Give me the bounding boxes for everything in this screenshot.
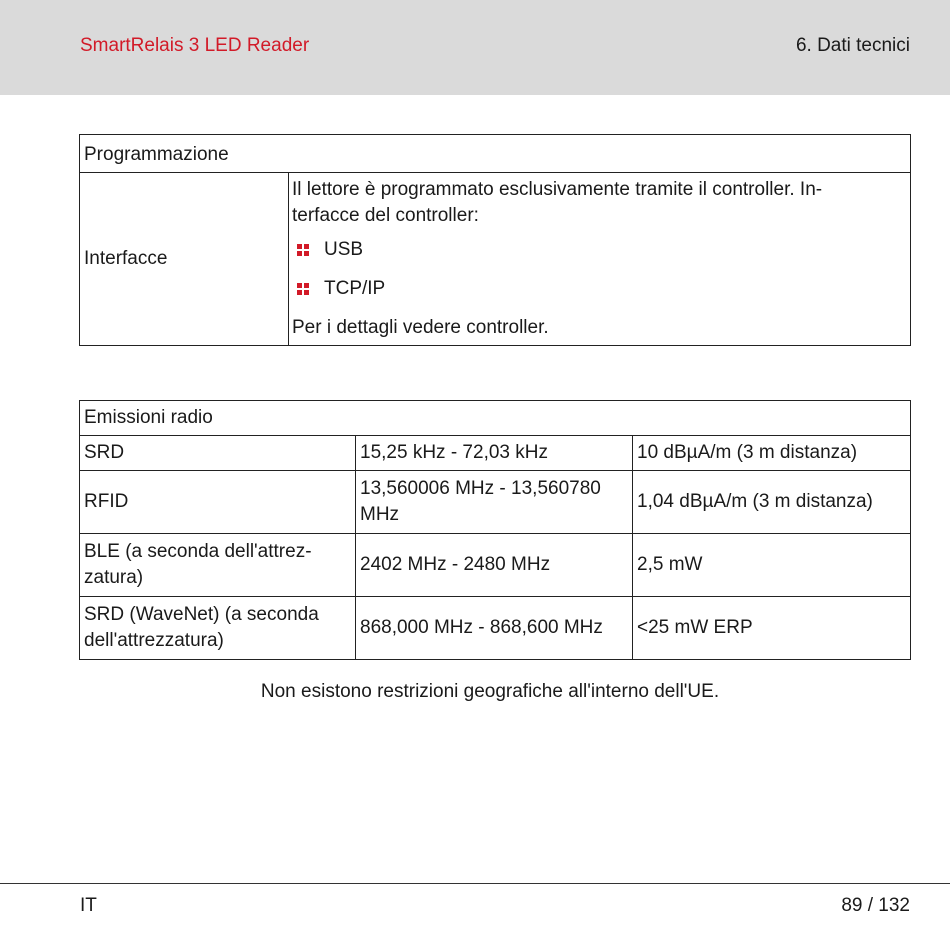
- row-name: BLE (a seconda dell'attrez-zatura): [80, 534, 356, 597]
- programming-table: [79, 134, 911, 346]
- row-name: SRD: [80, 436, 356, 471]
- row-frequency: 15,25 kHz - 72,03 kHz: [356, 436, 633, 471]
- page-number: 89 / 132: [841, 895, 910, 916]
- bullet-item-usb: [297, 237, 906, 263]
- bullet-item-tcpip: [297, 276, 906, 302]
- language-code: IT: [80, 895, 97, 916]
- bullet-text: TCP/IP: [324, 278, 386, 299]
- radio-table-heading: Emissioni radio: [80, 401, 911, 436]
- red-square-bullet-icon: [297, 244, 310, 257]
- geographic-note: Non esistono restrizioni geografiche all'interno dell'UE.: [260, 681, 720, 702]
- table-row: [80, 436, 911, 471]
- row-power: <25 mW ERP: [633, 597, 911, 660]
- table-row: [80, 534, 911, 597]
- footer-divider: [0, 883, 950, 884]
- interfaces-content: [289, 173, 911, 346]
- programming-table-heading: Programmazione: [80, 135, 911, 173]
- row-power: 2,5 mW: [633, 534, 911, 597]
- table-row: [80, 471, 911, 534]
- table-row: [80, 597, 911, 660]
- row-power: 1,04 dBµA/m (3 m distanza): [633, 471, 911, 534]
- interfaces-intro: Il lettore è programmato esclusivamente tramite il controller. In- terfacce del controller:: [292, 179, 823, 226]
- interfaces-label: Interfacce: [80, 173, 289, 346]
- page-header: [0, 0, 950, 95]
- bullet-text: USB: [324, 239, 364, 260]
- interfaces-footer: Per i dettagli vedere controller.: [292, 317, 549, 338]
- row-frequency: 2402 MHz - 2480 MHz: [356, 534, 633, 597]
- document-title: SmartRelais 3 LED Reader: [80, 35, 310, 56]
- row-frequency: 868,000 MHz - 868,600 MHz: [356, 597, 633, 660]
- row-power: 10 dBµA/m (3 m distanza): [633, 436, 911, 471]
- red-square-bullet-icon: [297, 283, 310, 296]
- row-name: RFID: [80, 471, 356, 534]
- row-name: SRD (WaveNet) (a seconda dell'attrezzatura): [80, 597, 356, 660]
- radio-emissions-table: [79, 400, 911, 660]
- section-title: 6. Dati tecnici: [795, 35, 910, 56]
- row-frequency: 13,560006 MHz - 13,560780 MHz: [356, 471, 633, 534]
